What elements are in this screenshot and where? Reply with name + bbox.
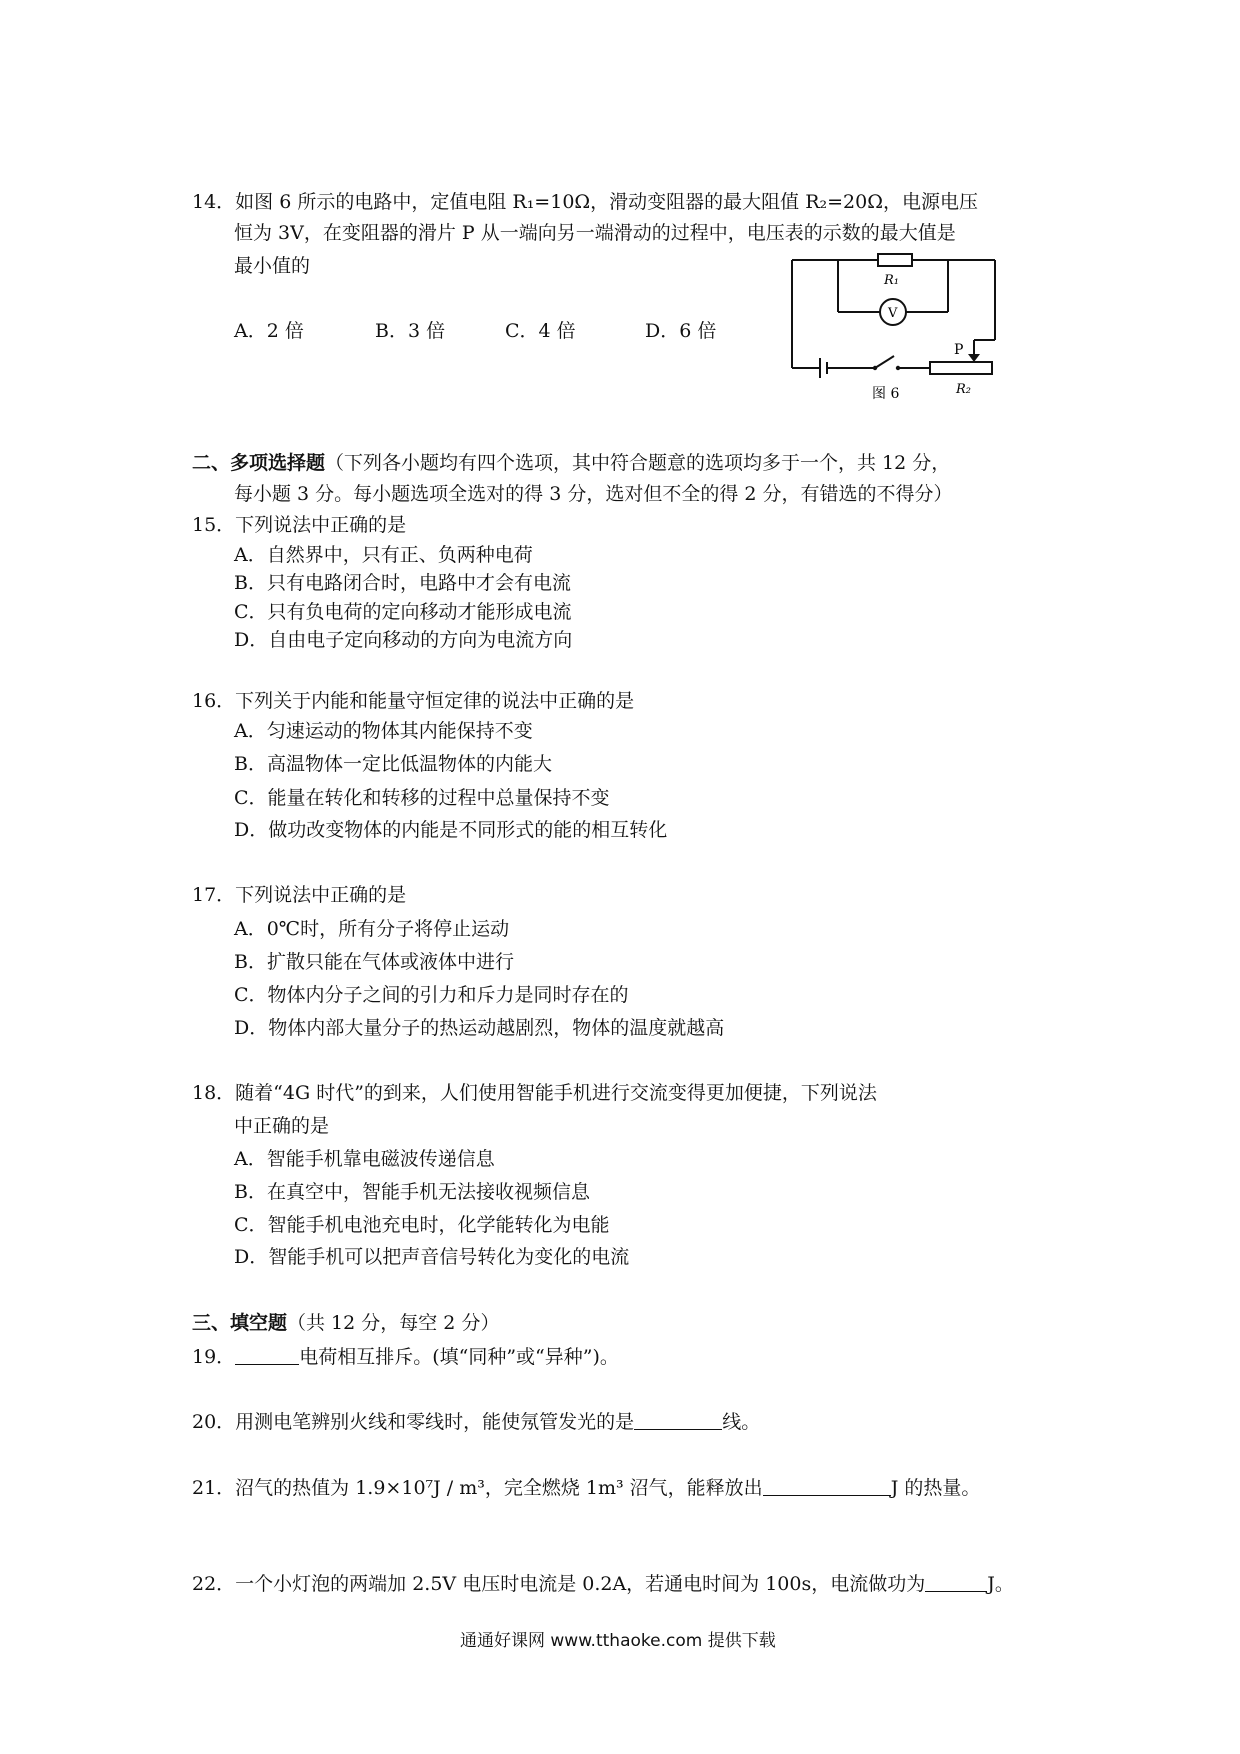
q15-stem: 15．下列说法中正确的是 — [192, 514, 407, 536]
q16-option-a: A．匀速运动的物体其内能保持不变 — [234, 720, 533, 742]
q18-line-1: 18．随着“4G 时代”的到来，人们使用智能手机进行交流变得更加便捷，下列说法 — [192, 1082, 877, 1104]
slider-label: P — [954, 342, 964, 358]
q18-option-b: B．在真空中，智能手机无法接收视频信息 — [234, 1181, 590, 1203]
q18-option-d: D．智能手机可以把声音信号转化为变化的电流 — [234, 1246, 630, 1268]
figure-caption: 图 6 — [872, 386, 900, 402]
q14-line-2: 恒为 3V，在变阻器的滑片 P 从一端向另一端滑动的过程中，电压表的示数的最大值是 — [234, 222, 956, 244]
section-2-heading — [192, 451, 950, 475]
page-footer: 通通好课网 www.tthaoke.com 提供下载 — [460, 1631, 776, 1651]
q21 — [192, 1476, 980, 1500]
r1-label: R₁ — [884, 273, 899, 288]
voltmeter-label: V — [888, 306, 898, 321]
q16-stem: 16．下列关于内能和能量守恒定律的说法中正确的是 — [192, 690, 635, 712]
q18-option-a: A．智能手机靠电磁波传递信息 — [234, 1148, 495, 1170]
q14-line-3: 最小值的 — [234, 255, 311, 277]
q21-text: 21．沼气的热值为 1.9×10⁷J / m³，完全燃烧 1m³ 沼气，能释放出 — [192, 1477, 763, 1499]
q15-option-d: D．自由电子定向移动的方向为电流方向 — [234, 629, 573, 651]
section-2-title: 二、多项选择题 — [192, 452, 326, 474]
q17-option-b: B．扩散只能在气体或液体中进行 — [234, 951, 514, 973]
slider-arrow — [968, 354, 980, 362]
q15-option-a: A．自然界中，只有正、负两种电荷 — [234, 544, 533, 566]
q21-answer-blank[interactable] — [763, 1477, 891, 1496]
q19-text: 电荷相互排斥。(填“同种”或“异种”)。 — [299, 1346, 619, 1368]
q15-option-c: C．只有负电荷的定向移动才能形成电流 — [234, 601, 572, 623]
section-3-heading — [192, 1311, 499, 1335]
q20-suffix: 线。 — [722, 1411, 761, 1433]
q18-line-2: 中正确的是 — [234, 1115, 330, 1137]
q20-text: 20．用测电笔辨别火线和零线时，能使氖管发光的是 — [192, 1411, 635, 1433]
q14-option-a: A．2 倍 — [234, 320, 304, 342]
q17-option-a: A．0℃时，所有分子将停止运动 — [234, 918, 510, 940]
q22 — [192, 1572, 1014, 1596]
q16-option-c: C．能量在转化和转移的过程中总量保持不变 — [234, 787, 610, 809]
q17-stem: 17．下列说法中正确的是 — [192, 884, 407, 906]
q21-suffix: J 的热量。 — [890, 1477, 981, 1499]
q16-option-d: D．做功改变物体的内能是不同形式的能的相互转化 — [234, 819, 668, 841]
q22-text: 22．一个小灯泡的两端加 2.5V 电压时电流是 0.2A，若通电时间为 100s，电流做功为 — [192, 1573, 926, 1595]
q20 — [192, 1410, 760, 1434]
circuit-diagram-figure-6 — [780, 250, 1020, 410]
q15-option-b: B．只有电路闭合时，电路中才会有电流 — [234, 572, 571, 594]
q17-option-c: C．物体内分子之间的引力和斥力是同时存在的 — [234, 984, 629, 1006]
q22-answer-blank[interactable] — [925, 1573, 987, 1592]
q22-suffix: J。 — [987, 1573, 1014, 1595]
resistor-r1 — [878, 254, 912, 266]
section-2-desc-1: （下列各小题均有四个选项，其中符合题意的选项均多于一个，共 12 分， — [325, 452, 951, 474]
q20-answer-blank[interactable] — [634, 1411, 722, 1430]
section-3-desc: （共 12 分，每空 2 分） — [287, 1312, 500, 1334]
q19-answer-blank[interactable] — [235, 1346, 299, 1365]
r2-label: R₂ — [956, 382, 971, 397]
q19-number: 19． — [192, 1346, 236, 1368]
q16-option-b: B．高温物体一定比低温物体的内能大 — [234, 753, 552, 775]
q18-option-c: C．智能手机电池充电时，化学能转化为电能 — [234, 1214, 610, 1236]
q14-option-d: D．6 倍 — [645, 320, 717, 342]
q14-line-1: 14．如图 6 所示的电路中，定值电阻 R₁=10Ω，滑动变阻器的最大阻值 R₂=20Ω，电源电压 — [192, 191, 978, 213]
section-3-title: 三、填空题 — [192, 1312, 288, 1334]
section-2-desc-2: 每小题 3 分。每小题选项全选对的得 3 分，选对但不全的得 2 分，有错选的不得分） — [234, 483, 953, 505]
q17-option-d: D．物体内部大量分子的热运动越剧烈，物体的温度就越高 — [234, 1017, 725, 1039]
q14-option-b: B．3 倍 — [375, 320, 446, 342]
q19 — [192, 1345, 619, 1369]
q14-option-c: C．4 倍 — [505, 320, 576, 342]
